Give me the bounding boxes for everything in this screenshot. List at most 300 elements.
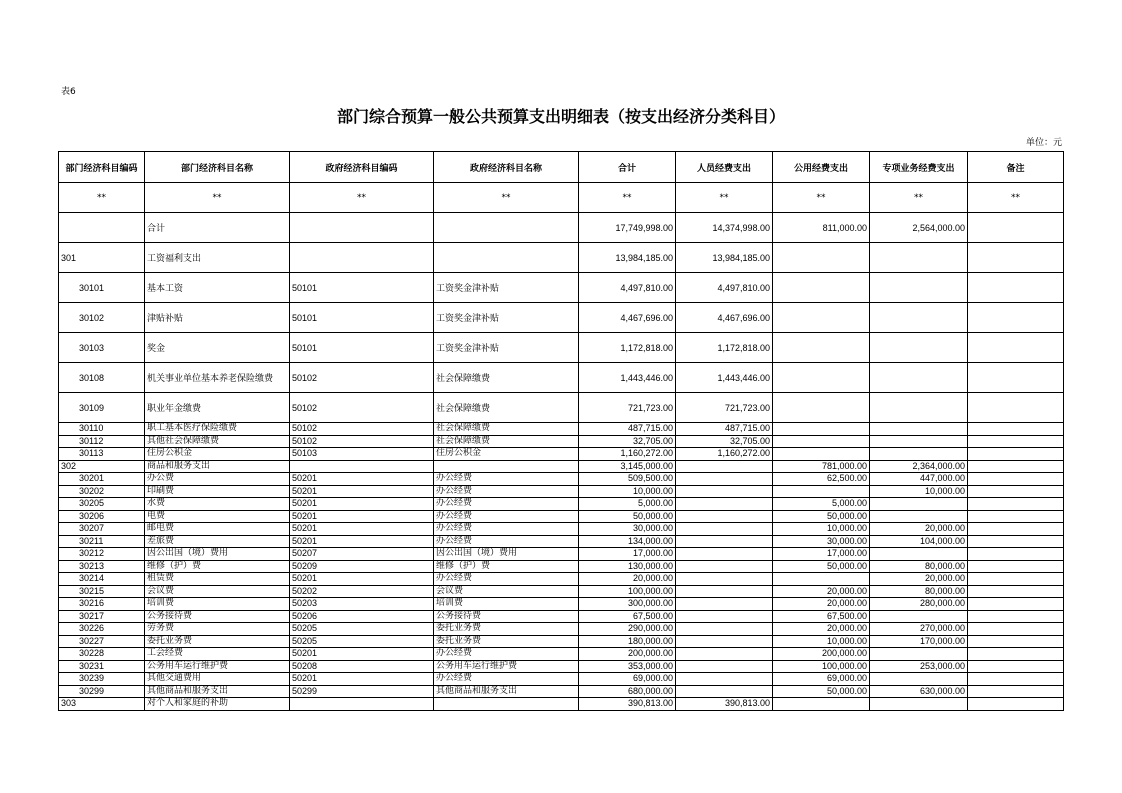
note-cell — [968, 243, 1064, 273]
total-cell: 30,000.00 — [579, 523, 676, 536]
public-cell — [773, 423, 870, 436]
gov-name-cell: 办公经费 — [434, 510, 579, 523]
table-row — [59, 473, 1064, 486]
total-cell: 390,813.00 — [579, 698, 676, 711]
code-cell: 30101 — [59, 273, 145, 303]
special-cell: 20,000.00 — [870, 523, 968, 536]
special-cell: 10,000.00 — [870, 485, 968, 498]
public-cell: 811,000.00 — [773, 213, 870, 243]
name-cell: 津贴补贴 — [145, 303, 290, 333]
gov-code-cell: 50206 — [290, 610, 434, 623]
gov-name-cell: 委托业务费 — [434, 623, 579, 636]
personnel-cell — [676, 673, 773, 686]
header-cell: 备注 — [968, 152, 1064, 183]
personnel-cell — [676, 535, 773, 548]
code-cell: 30201 — [59, 473, 145, 486]
note-cell — [968, 635, 1064, 648]
code-cell: 301 — [59, 243, 145, 273]
gov-name-cell: 社会保障缴费 — [434, 393, 579, 423]
gov-name-cell: 委托业务费 — [434, 635, 579, 648]
code-cell — [59, 213, 145, 243]
total-cell: 4,467,696.00 — [579, 303, 676, 333]
public-cell: 20,000.00 — [773, 623, 870, 636]
table-row — [59, 585, 1064, 598]
total-cell: 680,000.00 — [579, 685, 676, 698]
name-cell: 商品和服务支出 — [145, 460, 290, 473]
special-cell — [870, 698, 968, 711]
gov-code-cell: 50201 — [290, 473, 434, 486]
header-cell: 公用经费支出 — [773, 152, 870, 183]
personnel-cell — [676, 660, 773, 673]
personnel-cell: 4,497,810.00 — [676, 273, 773, 303]
name-cell: 其他商品和服务支出 — [145, 685, 290, 698]
name-cell: 机关事业单位基本养老保险缴费 — [145, 363, 290, 393]
gov-code-cell: 50101 — [290, 273, 434, 303]
name-cell: 工资福利支出 — [145, 243, 290, 273]
special-cell: 170,000.00 — [870, 635, 968, 648]
special-cell: 80,000.00 — [870, 560, 968, 573]
personnel-cell — [676, 460, 773, 473]
header-cell: 人员经费支出 — [676, 152, 773, 183]
total-cell: 17,749,998.00 — [579, 213, 676, 243]
personnel-cell — [676, 523, 773, 536]
gov-name-cell: 社会保障缴费 — [434, 435, 579, 448]
code-cell: 30211 — [59, 535, 145, 548]
gov-name-cell: 办公经费 — [434, 485, 579, 498]
code-cell: 30227 — [59, 635, 145, 648]
personnel-cell: 1,160,272.00 — [676, 448, 773, 461]
code-cell: 30231 — [59, 660, 145, 673]
table-row — [59, 423, 1064, 436]
total-cell: 13,984,185.00 — [579, 243, 676, 273]
note-cell — [968, 333, 1064, 363]
name-cell: 维修（护）费 — [145, 560, 290, 573]
table-number: 表6 — [61, 87, 76, 97]
table-row — [59, 498, 1064, 511]
table-row — [59, 435, 1064, 448]
special-cell — [870, 510, 968, 523]
header-cell: 专项业务经费支出 — [870, 152, 968, 183]
table-row — [59, 393, 1064, 423]
total-cell: 20,000.00 — [579, 573, 676, 586]
special-cell: 2,364,000.00 — [870, 460, 968, 473]
star-cell: ** — [676, 183, 773, 213]
special-cell — [870, 273, 968, 303]
personnel-cell — [676, 598, 773, 611]
gov-name-cell: 办公经费 — [434, 535, 579, 548]
code-cell: 30103 — [59, 333, 145, 363]
note-cell — [968, 623, 1064, 636]
table-row — [59, 623, 1064, 636]
table-row — [59, 448, 1064, 461]
gov-code-cell: 50201 — [290, 535, 434, 548]
table-row — [59, 648, 1064, 661]
note-cell — [968, 435, 1064, 448]
table-row — [59, 698, 1064, 711]
total-cell: 4,497,810.00 — [579, 273, 676, 303]
name-cell: 水费 — [145, 498, 290, 511]
total-cell: 50,000.00 — [579, 510, 676, 523]
code-cell: 30212 — [59, 548, 145, 561]
budget-table — [58, 151, 1064, 711]
code-cell: 30108 — [59, 363, 145, 393]
note-cell — [968, 448, 1064, 461]
total-cell: 721,723.00 — [579, 393, 676, 423]
special-cell — [870, 673, 968, 686]
special-cell: 280,000.00 — [870, 598, 968, 611]
public-cell — [773, 485, 870, 498]
code-cell: 30216 — [59, 598, 145, 611]
personnel-cell — [676, 585, 773, 598]
public-cell: 5,000.00 — [773, 498, 870, 511]
gov-name-cell: 办公经费 — [434, 673, 579, 686]
gov-code-cell: 50201 — [290, 573, 434, 586]
name-cell: 职工基本医疗保险缴费 — [145, 423, 290, 436]
personnel-cell: 13,984,185.00 — [676, 243, 773, 273]
table-row — [59, 460, 1064, 473]
table-row — [59, 333, 1064, 363]
special-cell — [870, 448, 968, 461]
personnel-cell: 14,374,998.00 — [676, 213, 773, 243]
note-cell — [968, 573, 1064, 586]
gov-code-cell: 50205 — [290, 635, 434, 648]
table-row — [59, 548, 1064, 561]
star-cell: ** — [579, 183, 676, 213]
note-cell — [968, 473, 1064, 486]
gov-code-cell: 50103 — [290, 448, 434, 461]
note-cell — [968, 585, 1064, 598]
name-cell: 劳务费 — [145, 623, 290, 636]
name-cell: 邮电费 — [145, 523, 290, 536]
personnel-cell — [676, 548, 773, 561]
special-cell — [870, 303, 968, 333]
code-cell: 30214 — [59, 573, 145, 586]
name-cell: 职业年金缴费 — [145, 393, 290, 423]
note-cell — [968, 648, 1064, 661]
gov-code-cell: 50208 — [290, 660, 434, 673]
star-cell: ** — [145, 183, 290, 213]
code-cell: 303 — [59, 698, 145, 711]
code-cell: 30206 — [59, 510, 145, 523]
code-cell: 30202 — [59, 485, 145, 498]
code-cell: 30110 — [59, 423, 145, 436]
total-cell: 5,000.00 — [579, 498, 676, 511]
code-cell: 30215 — [59, 585, 145, 598]
name-cell: 电费 — [145, 510, 290, 523]
gov-code-cell: 50201 — [290, 485, 434, 498]
table-row — [59, 213, 1064, 243]
special-cell: 2,564,000.00 — [870, 213, 968, 243]
special-cell — [870, 243, 968, 273]
gov-code-cell: 50101 — [290, 303, 434, 333]
total-cell: 130,000.00 — [579, 560, 676, 573]
note-cell — [968, 685, 1064, 698]
code-cell: 30205 — [59, 498, 145, 511]
name-cell: 基本工资 — [145, 273, 290, 303]
total-cell: 180,000.00 — [579, 635, 676, 648]
public-cell: 781,000.00 — [773, 460, 870, 473]
header-cell: 政府经济科目名称 — [434, 152, 579, 183]
code-cell: 30213 — [59, 560, 145, 573]
special-cell — [870, 648, 968, 661]
star-row — [59, 183, 1064, 213]
special-cell — [870, 423, 968, 436]
personnel-cell — [676, 510, 773, 523]
total-cell: 300,000.00 — [579, 598, 676, 611]
table-row — [59, 685, 1064, 698]
public-cell: 200,000.00 — [773, 648, 870, 661]
public-cell: 20,000.00 — [773, 598, 870, 611]
note-cell — [968, 460, 1064, 473]
gov-name-cell — [434, 243, 579, 273]
total-cell: 69,000.00 — [579, 673, 676, 686]
personnel-cell — [676, 485, 773, 498]
code-cell: 30239 — [59, 673, 145, 686]
note-cell — [968, 535, 1064, 548]
gov-name-cell: 培训费 — [434, 598, 579, 611]
star-cell: ** — [434, 183, 579, 213]
gov-code-cell: 50102 — [290, 363, 434, 393]
gov-name-cell — [434, 213, 579, 243]
code-cell: 30228 — [59, 648, 145, 661]
gov-code-cell — [290, 213, 434, 243]
public-cell: 50,000.00 — [773, 560, 870, 573]
note-cell — [968, 363, 1064, 393]
code-cell: 30113 — [59, 448, 145, 461]
gov-name-cell — [434, 698, 579, 711]
name-cell: 公务用车运行维护费 — [145, 660, 290, 673]
special-cell — [870, 435, 968, 448]
table-row — [59, 363, 1064, 393]
public-cell: 10,000.00 — [773, 635, 870, 648]
personnel-cell: 4,467,696.00 — [676, 303, 773, 333]
page-title: 部门综合预算一般公共预算支出明细表（按支出经济分类科目） — [336, 107, 785, 126]
table-row — [59, 560, 1064, 573]
total-cell: 200,000.00 — [579, 648, 676, 661]
public-cell — [773, 333, 870, 363]
gov-name-cell: 会议费 — [434, 585, 579, 598]
gov-name-cell: 工资奖金津补贴 — [434, 333, 579, 363]
note-cell — [968, 213, 1064, 243]
table-row — [59, 510, 1064, 523]
gov-code-cell: 50299 — [290, 685, 434, 698]
total-cell: 67,500.00 — [579, 610, 676, 623]
total-cell: 1,172,818.00 — [579, 333, 676, 363]
gov-name-cell: 公务用车运行维护费 — [434, 660, 579, 673]
gov-code-cell: 50205 — [290, 623, 434, 636]
personnel-cell — [676, 685, 773, 698]
code-cell: 30102 — [59, 303, 145, 333]
note-cell — [968, 598, 1064, 611]
personnel-cell — [676, 573, 773, 586]
gov-name-cell: 办公经费 — [434, 498, 579, 511]
special-cell: 270,000.00 — [870, 623, 968, 636]
star-cell: ** — [870, 183, 968, 213]
name-cell: 对个人和家庭的补助 — [145, 698, 290, 711]
gov-name-cell: 办公经费 — [434, 573, 579, 586]
note-cell — [968, 548, 1064, 561]
special-cell — [870, 548, 968, 561]
public-cell: 69,000.00 — [773, 673, 870, 686]
special-cell — [870, 363, 968, 393]
personnel-cell — [676, 623, 773, 636]
gov-code-cell: 50201 — [290, 673, 434, 686]
public-cell: 30,000.00 — [773, 535, 870, 548]
gov-code-cell — [290, 460, 434, 473]
total-cell: 10,000.00 — [579, 485, 676, 498]
star-cell: ** — [773, 183, 870, 213]
public-cell: 62,500.00 — [773, 473, 870, 486]
header-cell: 合计 — [579, 152, 676, 183]
total-cell: 1,443,446.00 — [579, 363, 676, 393]
special-cell: 253,000.00 — [870, 660, 968, 673]
gov-code-cell: 50102 — [290, 435, 434, 448]
table-row — [59, 660, 1064, 673]
header-cell: 部门经济科目编码 — [59, 152, 145, 183]
star-cell: ** — [968, 183, 1064, 213]
name-cell: 工会经费 — [145, 648, 290, 661]
public-cell: 50,000.00 — [773, 510, 870, 523]
total-cell: 509,500.00 — [579, 473, 676, 486]
public-cell: 17,000.00 — [773, 548, 870, 561]
personnel-cell — [676, 635, 773, 648]
code-cell: 30226 — [59, 623, 145, 636]
table-row — [59, 303, 1064, 333]
code-cell: 30299 — [59, 685, 145, 698]
table-row — [59, 485, 1064, 498]
personnel-cell: 487,715.00 — [676, 423, 773, 436]
gov-code-cell: 50207 — [290, 548, 434, 561]
table-row — [59, 523, 1064, 536]
gov-name-cell: 办公经费 — [434, 473, 579, 486]
header-cell: 部门经济科目名称 — [145, 152, 290, 183]
note-cell — [968, 698, 1064, 711]
gov-code-cell: 50209 — [290, 560, 434, 573]
gov-code-cell: 50201 — [290, 523, 434, 536]
public-cell: 67,500.00 — [773, 610, 870, 623]
name-cell: 培训费 — [145, 598, 290, 611]
header-cell: 政府经济科目编码 — [290, 152, 434, 183]
note-cell — [968, 485, 1064, 498]
public-cell: 50,000.00 — [773, 685, 870, 698]
total-cell: 3,145,000.00 — [579, 460, 676, 473]
public-cell — [773, 273, 870, 303]
personnel-cell — [676, 473, 773, 486]
gov-code-cell: 50102 — [290, 393, 434, 423]
code-cell: 30109 — [59, 393, 145, 423]
gov-code-cell: 50102 — [290, 423, 434, 436]
gov-name-cell: 社会保障缴费 — [434, 423, 579, 436]
gov-name-cell: 工资奖金津补贴 — [434, 303, 579, 333]
public-cell — [773, 448, 870, 461]
header-row — [59, 152, 1064, 183]
name-cell: 会议费 — [145, 585, 290, 598]
special-cell — [870, 610, 968, 623]
personnel-cell: 1,443,446.00 — [676, 363, 773, 393]
gov-code-cell — [290, 243, 434, 273]
special-cell — [870, 333, 968, 363]
personnel-cell: 721,723.00 — [676, 393, 773, 423]
name-cell: 公务接待费 — [145, 610, 290, 623]
name-cell: 其他社会保障缴费 — [145, 435, 290, 448]
gov-name-cell: 办公经费 — [434, 523, 579, 536]
gov-code-cell — [290, 698, 434, 711]
special-cell — [870, 393, 968, 423]
name-cell: 办公费 — [145, 473, 290, 486]
gov-code-cell: 50202 — [290, 585, 434, 598]
name-cell: 委托业务费 — [145, 635, 290, 648]
gov-name-cell: 因公出国（境）费用 — [434, 548, 579, 561]
table-row — [59, 273, 1064, 303]
public-cell — [773, 243, 870, 273]
table-row — [59, 598, 1064, 611]
table-row — [59, 673, 1064, 686]
note-cell — [968, 303, 1064, 333]
gov-code-cell: 50203 — [290, 598, 434, 611]
personnel-cell: 390,813.00 — [676, 698, 773, 711]
special-cell: 630,000.00 — [870, 685, 968, 698]
public-cell — [773, 698, 870, 711]
special-cell: 447,000.00 — [870, 473, 968, 486]
code-cell: 30207 — [59, 523, 145, 536]
gov-code-cell: 50101 — [290, 333, 434, 363]
note-cell — [968, 610, 1064, 623]
note-cell — [968, 673, 1064, 686]
personnel-cell: 32,705.00 — [676, 435, 773, 448]
total-cell: 353,000.00 — [579, 660, 676, 673]
gov-name-cell: 维修（护）费 — [434, 560, 579, 573]
code-cell: 302 — [59, 460, 145, 473]
name-cell: 其他交通费用 — [145, 673, 290, 686]
personnel-cell — [676, 610, 773, 623]
gov-code-cell: 50201 — [290, 648, 434, 661]
public-cell — [773, 573, 870, 586]
note-cell — [968, 510, 1064, 523]
gov-name-cell: 公务接待费 — [434, 610, 579, 623]
code-cell: 30217 — [59, 610, 145, 623]
gov-code-cell: 50201 — [290, 510, 434, 523]
gov-name-cell: 其他商品和服务支出 — [434, 685, 579, 698]
total-cell: 32,705.00 — [579, 435, 676, 448]
unit-label: 单位：元 — [1025, 138, 1062, 148]
public-cell — [773, 363, 870, 393]
name-cell: 印刷费 — [145, 485, 290, 498]
star-cell: ** — [59, 183, 145, 213]
total-cell: 1,160,272.00 — [579, 448, 676, 461]
table-row — [59, 243, 1064, 273]
note-cell — [968, 273, 1064, 303]
note-cell — [968, 498, 1064, 511]
total-cell: 100,000.00 — [579, 585, 676, 598]
code-cell: 30112 — [59, 435, 145, 448]
personnel-cell: 1,172,818.00 — [676, 333, 773, 363]
personnel-cell — [676, 648, 773, 661]
public-cell — [773, 435, 870, 448]
public-cell: 100,000.00 — [773, 660, 870, 673]
gov-name-cell: 住房公积金 — [434, 448, 579, 461]
gov-name-cell: 工资奖金津补贴 — [434, 273, 579, 303]
personnel-cell — [676, 560, 773, 573]
note-cell — [968, 660, 1064, 673]
note-cell — [968, 423, 1064, 436]
public-cell: 10,000.00 — [773, 523, 870, 536]
special-cell: 80,000.00 — [870, 585, 968, 598]
public-cell: 20,000.00 — [773, 585, 870, 598]
table-row — [59, 573, 1064, 586]
gov-code-cell: 50201 — [290, 498, 434, 511]
name-cell: 合计 — [145, 213, 290, 243]
total-cell: 290,000.00 — [579, 623, 676, 636]
